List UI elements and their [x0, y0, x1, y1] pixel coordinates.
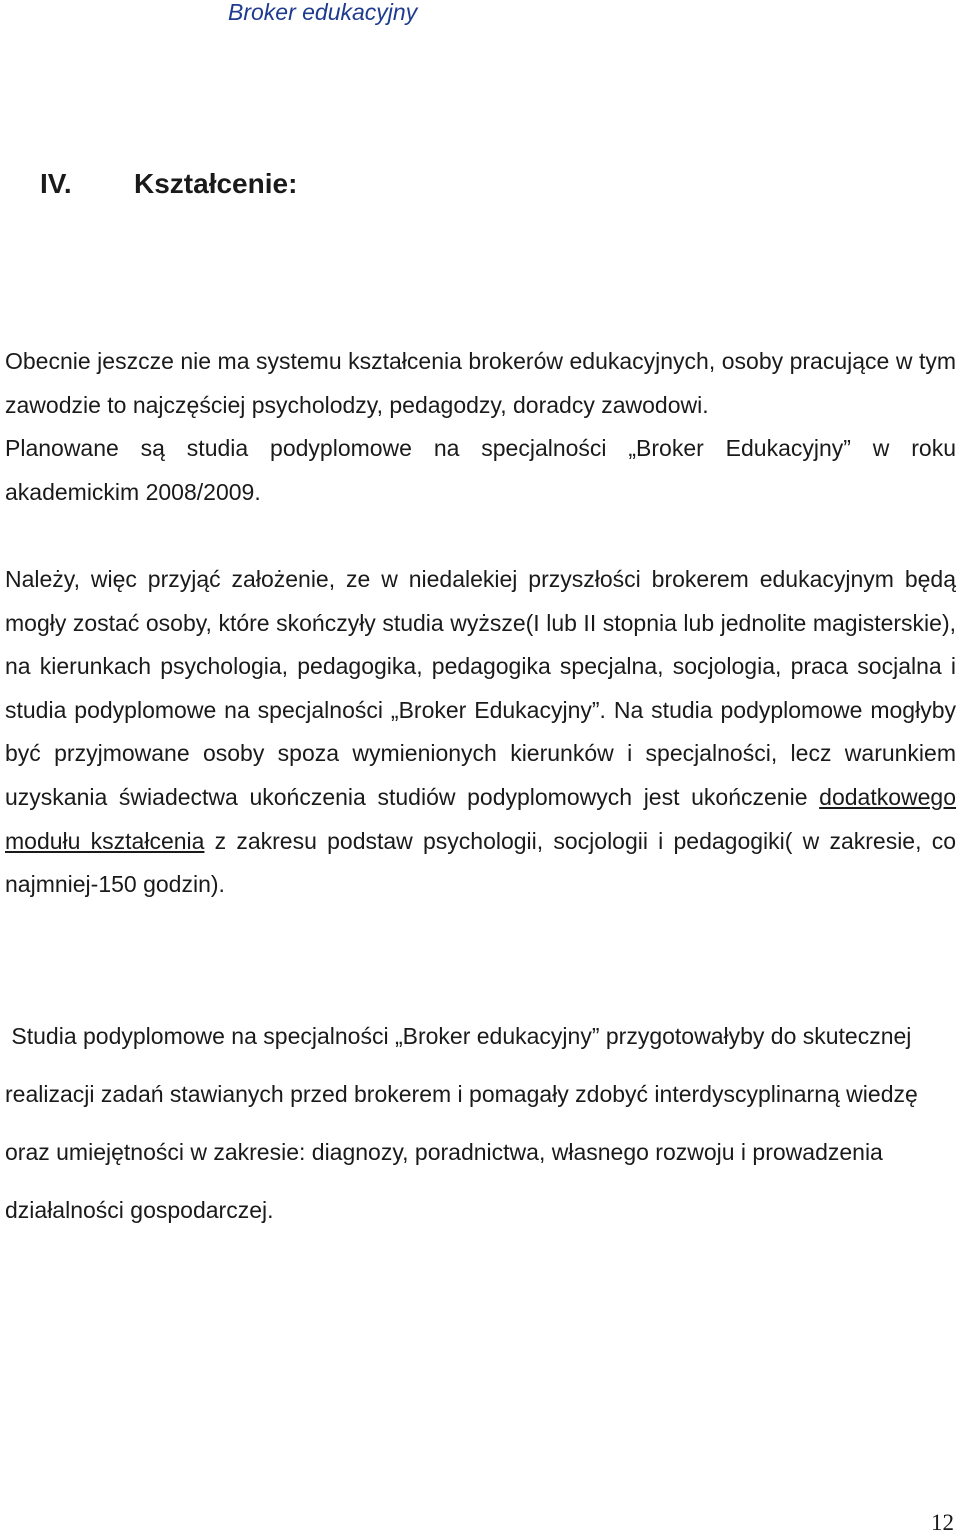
running-header: Broker edukacyjny [228, 0, 418, 25]
paragraph-3-text: Studia podyplomowe na specjalności „Broker edukacyjny” przygotowałyby do skutecznej realizacji zadań stawianych przed brokerem i pomagały zdobyć interdyscyplinarną wiedzę oraz umiejętności w zakresie: diagnozy, poradnictwa, własnego rozwoju i prowadzenia działalności gospodarczej. [5, 1023, 925, 1223]
paragraph-2-underlined: dodatkowego modułu kształcenia [5, 783, 956, 854]
paragraph-3 [5, 1007, 956, 1239]
paragraph-2-text [5, 558, 956, 907]
paragraph-2-text-before: Należy, więc przyjąć założenie, ze w niedalekiej przyszłości brokerem edukacyjnym będą mogły zostać osoby, które skończyły studia wyższe(I lub II stopnia lub jednolite magisterskie), na kierunkach psychologia, pedagogika, pedagogika specjalna, socjologia, praca socjalna i studia podyplomowe na specjalności „Broker Edukacyjny”. Na studia podyplomowe mogłyby być przyjmowane osoby spoza wymienionych kierunków i specjalności, lecz warunkiem uzyskania świadectwa ukończenia studiów podyplomowych jest ukończenie [5, 566, 956, 810]
section-number: IV. [40, 168, 72, 199]
paragraph-2 [5, 558, 956, 907]
paragraph-1 [5, 340, 956, 514]
page-number: 12 [931, 1510, 954, 1535]
section-heading [40, 167, 297, 201]
paragraph-2-text-after: z zakresu podstaw psychologii, socjologii i pedagogiki( w zakresie, co najmniej-150 godzin). [5, 827, 956, 898]
paragraph-1-line-1: Obecnie jeszcze nie ma systemu kształcenia brokerów edukacyjnych, osoby pracujące w tym zawodzie to najczęściej psycholodzy, pedagodzy, doradcy zawodowi. [5, 348, 956, 418]
paragraph-1-line-2: Planowane są studia podyplomowe na specjalności „Broker Edukacyjny” w roku akademickim 2008/2009. [5, 435, 956, 505]
section-title: Kształcenie: [134, 168, 298, 199]
